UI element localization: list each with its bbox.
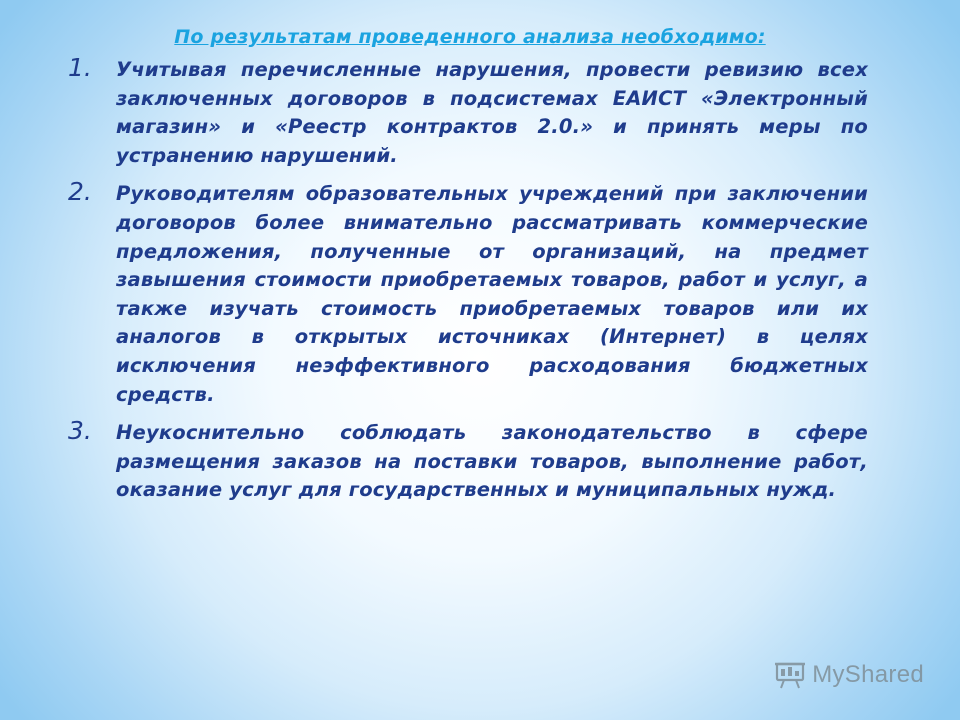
watermark-logo (774, 660, 924, 690)
list-item (68, 177, 868, 409)
list-item-number: 1. (68, 53, 92, 82)
list-item-text: Неукоснительно соблюдать законодательство в сфере размещения заказов на поставки товаров, выполнение работ, оказание услуг для государственных и муниципальных нужд. (116, 421, 868, 502)
watermark-text: MyShared (812, 661, 924, 688)
list-item-text: Руководителям образовательных учреждений при заключении договоров более внимательно рассматривать коммерческие предложения, полученные от организаций, на предмет завышения стоимости приобретаемых товаров, работ и услуг, а также изучать стоимость приобретаемых товаров или их аналогов в открытых источниках (Интернет) в целях исключения неэффективного расходования бюджетных средств. (116, 182, 868, 406)
recommendation-list (68, 53, 868, 515)
slide-heading: По результатам проведенного анализа необходимо: (174, 26, 766, 48)
list-item-number: 2. (68, 177, 92, 207)
list-item (68, 53, 868, 170)
list-item-number: 3. (68, 416, 92, 446)
list-item (68, 416, 868, 505)
presentation-board-icon (774, 660, 806, 690)
list-item-text: Учитывая перечисленные нарушения, провести ревизию всех заключенных договоров в подсистемах ЕАИСТ «Электронный магазин» и «Реестр контрактов 2.0.» и принять меры по устранению нарушений. (116, 58, 868, 167)
